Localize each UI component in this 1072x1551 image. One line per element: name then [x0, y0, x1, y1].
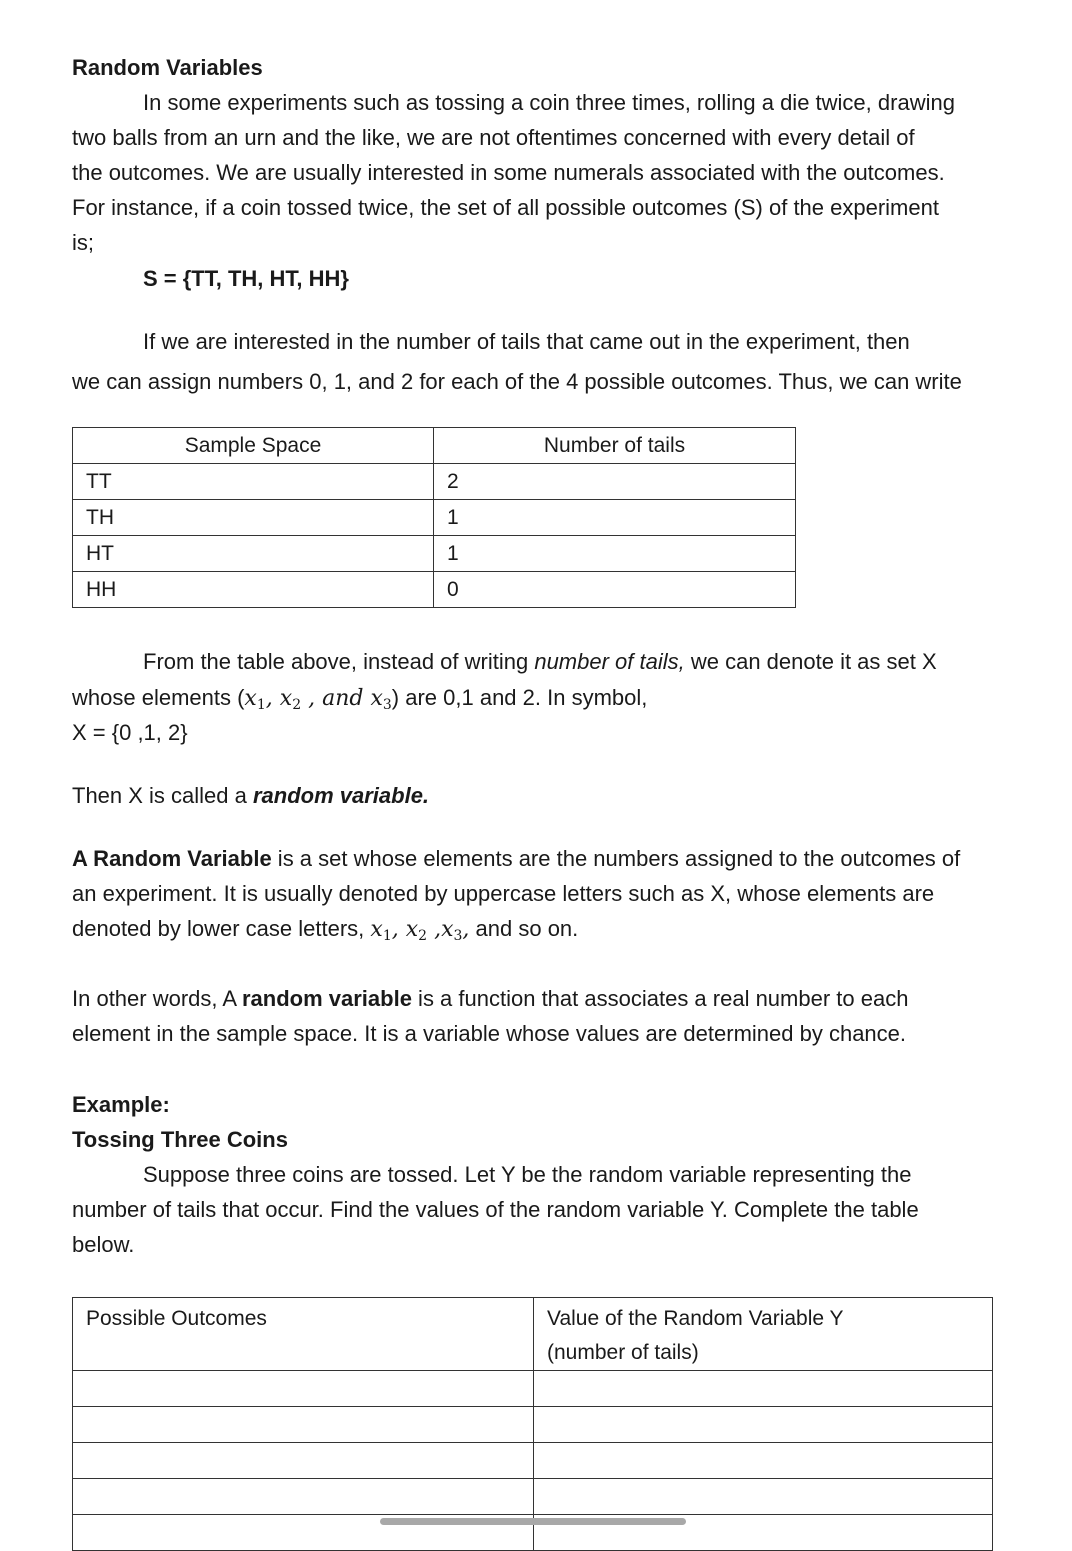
definition-line-3: denoted by lower case letters, $x_1$, $x_2$ $,x_3$, and so on. [72, 916, 579, 944]
definition-line-2: an experiment. It is usually denoted by uppercase letters such as X, whose elements are [72, 881, 935, 906]
set-x-equation: X = {0 ,1, 2} [72, 720, 188, 745]
example-label: Example: [72, 1092, 170, 1117]
from-table-line-2: whose elements ($x_1$, $x_2$ , and $x_3$) are 0,1 and 2. In symbol, [72, 685, 648, 713]
intro-line-3: the outcomes. We are usually interested in some numerals associated with the outcomes. [72, 160, 945, 185]
other-words-line-1: In other words, A random variable is a function that associates a real number to each [72, 986, 909, 1011]
math-x1: $x_1$ [370, 917, 392, 944]
horizontal-scrollbar[interactable] [380, 1518, 686, 1525]
example-line-3: below. [72, 1232, 135, 1257]
empty-value-cell[interactable] [534, 1443, 993, 1479]
empty-outcome-cell[interactable] [73, 1407, 534, 1443]
math-x3: $x_3$ [441, 917, 463, 944]
column-header-possible-outcomes: Possible Outcomes [73, 1298, 534, 1371]
table-row [73, 1443, 993, 1479]
table-header-row [73, 428, 796, 464]
sample-space-equation: S = {TT, TH, HT, HH} [143, 266, 349, 291]
definition-line-1: A Random Variable is a set whose elements are the numbers assigned to the outcomes of [72, 846, 961, 871]
outcome-cell: TH [73, 500, 434, 536]
tails-cell: 1 [434, 500, 796, 536]
empty-value-cell[interactable] [534, 1371, 993, 1407]
example-line-2: number of tails that occur. Find the values of the random variable Y. Complete the table [72, 1197, 919, 1222]
sample-space-table [72, 427, 796, 608]
bold-italic-term: random variable. [252, 783, 430, 808]
tails-line-2: we can assign numbers 0, 1, and 2 for each of the 4 possible outcomes. Thus, we can write [72, 369, 962, 394]
from-table-line-1: From the table above, instead of writing number of tails, we can denote it as set X [143, 649, 937, 674]
column-header-number-of-tails: Number of tails [434, 428, 796, 464]
outcome-cell: TT [73, 464, 434, 500]
tails-line-1: If we are interested in the number of tails that came out in the experiment, then [143, 329, 910, 354]
random-variable-statement: Then X is called a random variable. [72, 783, 430, 808]
outcome-cell: HH [73, 572, 434, 608]
empty-outcome-cell[interactable] [73, 1371, 534, 1407]
intro-line-5: is; [72, 230, 94, 255]
intro-line-4: For instance, if a coin tossed twice, the set of all possible outcomes (S) of the experiment [72, 195, 939, 220]
empty-value-cell[interactable] [534, 1407, 993, 1443]
column-header-sample-space: Sample Space [73, 428, 434, 464]
example-line-1: Suppose three coins are tossed. Let Y be the random variable representing the [143, 1162, 912, 1187]
table-header-row [73, 1298, 993, 1371]
table-row [73, 572, 796, 608]
other-words-line-2: element in the sample space. It is a variable whose values are determined by chance. [72, 1021, 907, 1046]
italic-phrase: number of tails, [534, 649, 685, 674]
table-row [73, 500, 796, 536]
math-x2: $x_2$ [405, 917, 428, 944]
table-row [73, 464, 796, 500]
bold-term: A Random Variable [72, 846, 272, 871]
math-x2: $x_2$ [279, 686, 302, 713]
table-row [73, 1407, 993, 1443]
intro-line-1: In some experiments such as tossing a coin three times, rolling a die twice, drawing [143, 90, 955, 115]
table-row [73, 536, 796, 572]
tails-cell: 1 [434, 536, 796, 572]
tails-cell: 0 [434, 572, 796, 608]
empty-outcome-cell[interactable] [73, 1443, 534, 1479]
three-coins-table [72, 1297, 993, 1551]
bold-term: random variable [241, 986, 412, 1011]
empty-outcome-cell[interactable] [73, 1479, 534, 1515]
empty-value-cell[interactable] [534, 1479, 993, 1515]
column-header-value-of-y: Value of the Random Variable Y (number of tails) [534, 1298, 993, 1371]
table-row [73, 1371, 993, 1407]
example-title: Tossing Three Coins [72, 1127, 288, 1152]
math-x1: $x_1$ [244, 686, 266, 713]
section-heading: Random Variables [72, 55, 263, 80]
table-row [73, 1479, 993, 1515]
intro-line-2: two balls from an urn and the like, we are not oftentimes concerned with every detail of [72, 125, 915, 150]
tails-cell: 2 [434, 464, 796, 500]
outcome-cell: HT [73, 536, 434, 572]
math-x3: $x_3$ [370, 686, 392, 713]
